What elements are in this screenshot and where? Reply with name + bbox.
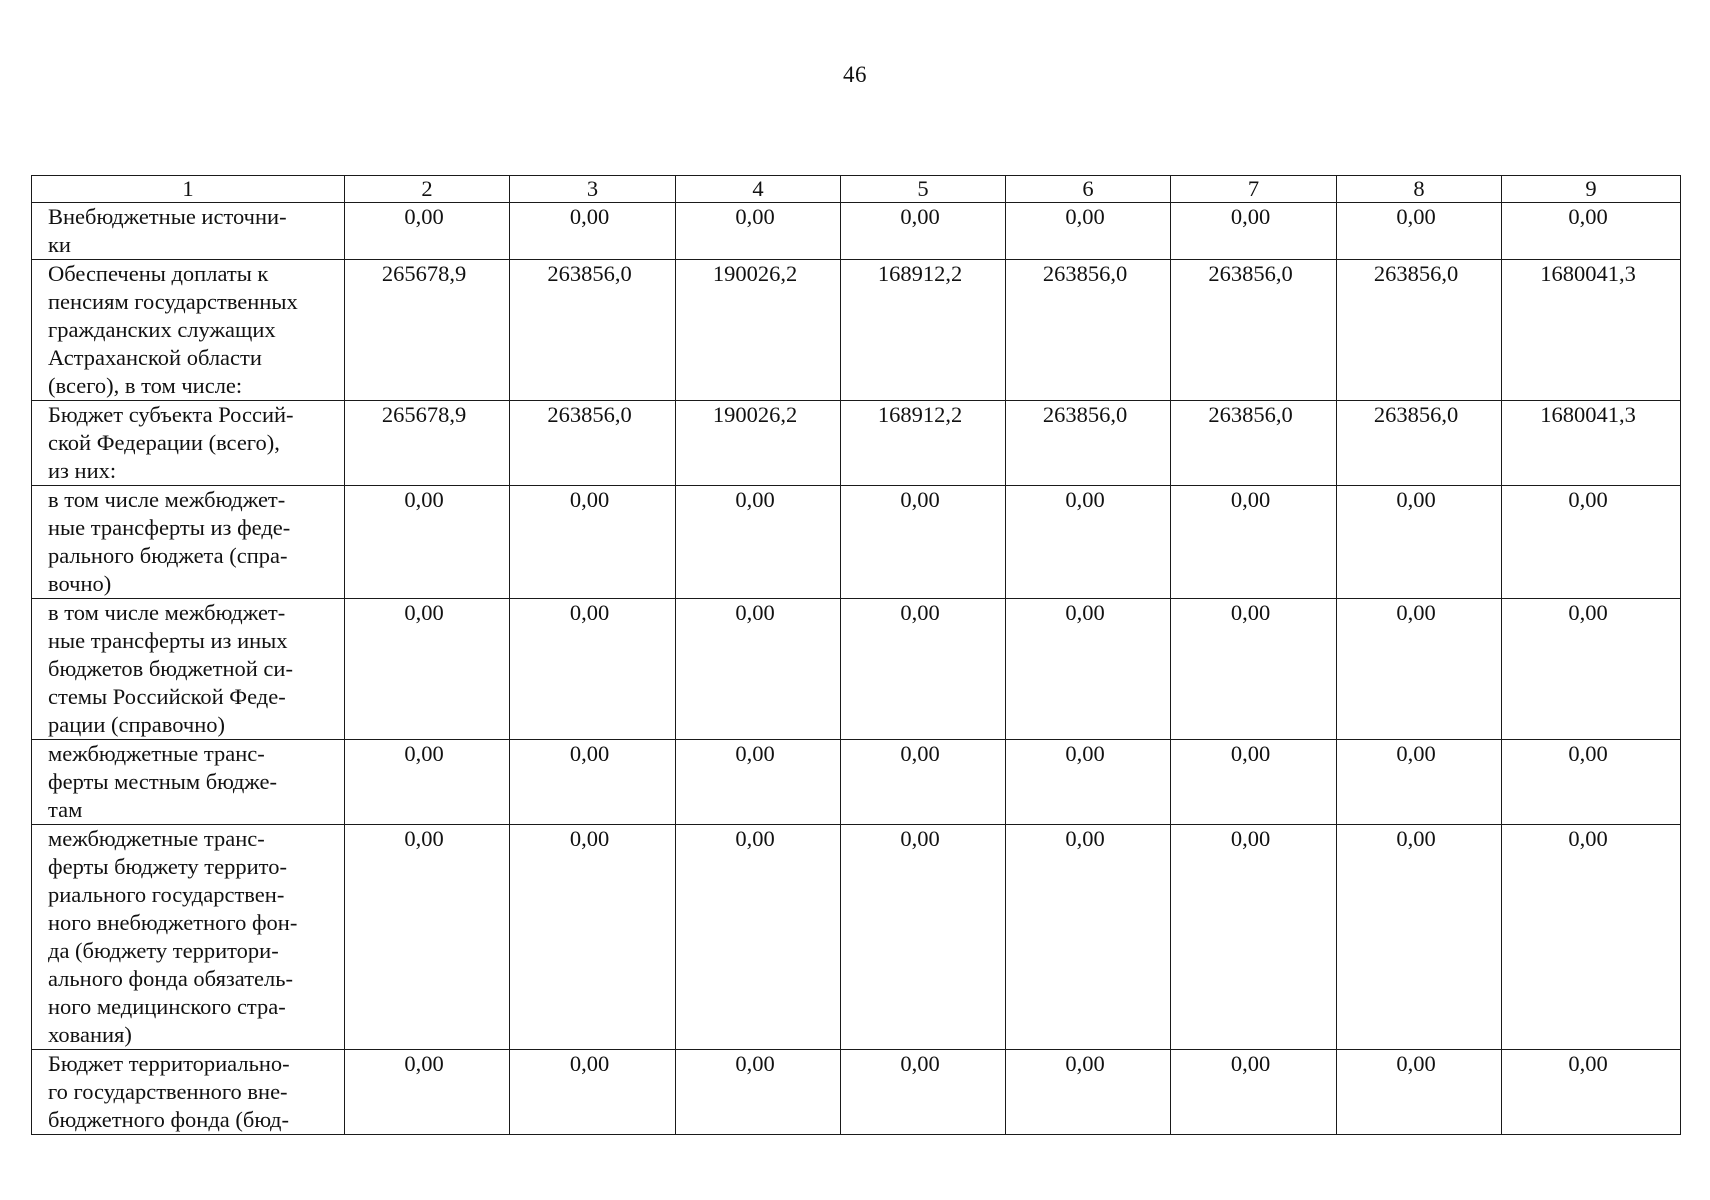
value-cell: 263856,0	[510, 401, 676, 486]
value-cell: 0,00	[1337, 599, 1502, 740]
value-cell: 0,00	[1171, 203, 1337, 260]
row-label	[32, 740, 345, 825]
row-label-line: бюджетного фонда (бюд-	[48, 1107, 289, 1132]
value-cell: 0,00	[841, 486, 1006, 599]
value-cell: 0,00	[1006, 203, 1171, 260]
value-cell: 0,00	[841, 203, 1006, 260]
page-number: 46	[843, 62, 867, 87]
value-cell: 0,00	[1502, 203, 1681, 260]
column-header: 4	[676, 176, 841, 203]
row-label-line: в том числе межбюджет-	[48, 487, 286, 512]
row-label-line: ской Федерации (всего),	[48, 430, 280, 455]
value-cell: 0,00	[510, 486, 676, 599]
row-label-line: рации (справочно)	[48, 712, 225, 737]
value-cell: 0,00	[345, 203, 510, 260]
value-cell: 0,00	[510, 740, 676, 825]
value-cell: 0,00	[345, 1050, 510, 1135]
value-cell: 0,00	[676, 740, 841, 825]
value-cell: 0,00	[1006, 599, 1171, 740]
value-cell: 0,00	[1171, 486, 1337, 599]
row-label-line: пенсиям государственных	[48, 289, 298, 314]
value-cell: 0,00	[1502, 825, 1681, 1050]
row-label-line: вочно)	[48, 571, 112, 596]
value-cell: 1680041,3	[1502, 401, 1681, 486]
table-row	[32, 401, 1681, 486]
value-cell: 0,00	[1337, 740, 1502, 825]
column-header: 8	[1337, 176, 1502, 203]
column-header: 9	[1502, 176, 1681, 203]
value-cell: 168912,2	[841, 401, 1006, 486]
column-header: 1	[32, 176, 345, 203]
row-label-line: ферты местным бюдже-	[48, 769, 278, 794]
value-cell: 263856,0	[1171, 260, 1337, 401]
row-label-line: хования)	[48, 1022, 132, 1047]
value-cell: 0,00	[1171, 599, 1337, 740]
table-body	[32, 203, 1681, 1135]
value-cell: 0,00	[1337, 486, 1502, 599]
table-row	[32, 486, 1681, 599]
table-row	[32, 1050, 1681, 1135]
row-label-line: рального бюджета (спра-	[48, 543, 288, 568]
value-cell: 0,00	[1171, 825, 1337, 1050]
row-label-line: Бюджет субъекта Россий-	[48, 402, 294, 427]
value-cell: 0,00	[1502, 486, 1681, 599]
value-cell: 0,00	[345, 599, 510, 740]
value-cell: 0,00	[1006, 825, 1171, 1050]
value-cell: 0,00	[1006, 1050, 1171, 1135]
value-cell: 0,00	[510, 1050, 676, 1135]
row-label	[32, 260, 345, 401]
row-label-line: стемы Российской Феде-	[48, 684, 286, 709]
budget-table	[31, 175, 1681, 1135]
value-cell: 0,00	[510, 203, 676, 260]
row-label-line: да (бюджету территори-	[48, 938, 279, 963]
row-label-line: Внебюджетные источни-	[48, 204, 287, 229]
value-cell: 0,00	[1502, 599, 1681, 740]
row-label-line: гражданских служащих	[48, 317, 276, 342]
value-cell: 0,00	[841, 740, 1006, 825]
value-cell: 0,00	[1502, 1050, 1681, 1135]
value-cell: 263856,0	[1006, 401, 1171, 486]
row-label-line: там	[48, 797, 83, 822]
row-label-line: го государственного вне-	[48, 1079, 288, 1104]
row-label-line: Бюджет территориально-	[48, 1051, 290, 1076]
value-cell: 0,00	[1337, 825, 1502, 1050]
value-cell: 1680041,3	[1502, 260, 1681, 401]
column-header: 5	[841, 176, 1006, 203]
row-label	[32, 825, 345, 1050]
value-cell: 0,00	[841, 1050, 1006, 1135]
row-label-line: риального государствен-	[48, 882, 285, 907]
row-label-line: из них:	[48, 458, 117, 483]
row-label	[32, 401, 345, 486]
row-label-line: ферты бюджету террито-	[48, 854, 287, 879]
value-cell: 0,00	[345, 825, 510, 1050]
column-header: 3	[510, 176, 676, 203]
value-cell: 0,00	[510, 825, 676, 1050]
row-label-line: в том числе межбюджет-	[48, 600, 286, 625]
value-cell: 0,00	[841, 825, 1006, 1050]
value-cell: 0,00	[1171, 740, 1337, 825]
table-header	[32, 176, 1681, 203]
value-cell: 265678,9	[345, 401, 510, 486]
value-cell: 0,00	[676, 486, 841, 599]
value-cell: 0,00	[1006, 486, 1171, 599]
row-label	[32, 1050, 345, 1135]
value-cell: 263856,0	[1171, 401, 1337, 486]
value-cell: 263856,0	[1337, 401, 1502, 486]
row-label-line: межбюджетные транс-	[48, 741, 265, 766]
row-label-line: ные трансферты из феде-	[48, 515, 291, 540]
value-cell: 0,00	[676, 825, 841, 1050]
row-label-line: (всего), в том числе:	[48, 373, 243, 398]
row-label-line: ного медицинского стра-	[48, 994, 286, 1019]
value-cell: 0,00	[510, 599, 676, 740]
value-cell: 0,00	[1337, 203, 1502, 260]
value-cell: 168912,2	[841, 260, 1006, 401]
row-label-line: ального фонда обязатель-	[48, 966, 294, 991]
table-row	[32, 740, 1681, 825]
table-row	[32, 203, 1681, 260]
table-row	[32, 825, 1681, 1050]
row-label	[32, 599, 345, 740]
row-label-line: ного внебюджетного фон-	[48, 910, 298, 935]
value-cell: 190026,2	[676, 401, 841, 486]
value-cell: 0,00	[1502, 740, 1681, 825]
value-cell: 0,00	[1337, 1050, 1502, 1135]
row-label-line: ные трансферты из иных	[48, 628, 288, 653]
column-number-row	[32, 176, 1681, 203]
value-cell: 0,00	[676, 1050, 841, 1135]
column-header: 7	[1171, 176, 1337, 203]
value-cell: 0,00	[841, 599, 1006, 740]
value-cell: 0,00	[345, 740, 510, 825]
column-header: 2	[345, 176, 510, 203]
value-cell: 265678,9	[345, 260, 510, 401]
value-cell: 263856,0	[1337, 260, 1502, 401]
value-cell: 0,00	[1006, 740, 1171, 825]
row-label-line: ки	[48, 232, 71, 257]
row-label-line: межбюджетные транс-	[48, 826, 265, 851]
value-cell: 0,00	[1171, 1050, 1337, 1135]
row-label-line: Астраханской области	[48, 345, 262, 370]
value-cell: 190026,2	[676, 260, 841, 401]
value-cell: 263856,0	[1006, 260, 1171, 401]
value-cell: 263856,0	[510, 260, 676, 401]
row-label-line: бюджетов бюджетной си-	[48, 656, 293, 681]
value-cell: 0,00	[676, 599, 841, 740]
table-row	[32, 260, 1681, 401]
row-label	[32, 486, 345, 599]
column-header: 6	[1006, 176, 1171, 203]
row-label-line: Обеспечены доплаты к	[48, 261, 269, 286]
table-row	[32, 599, 1681, 740]
value-cell: 0,00	[676, 203, 841, 260]
value-cell: 0,00	[345, 486, 510, 599]
row-label	[32, 203, 345, 260]
